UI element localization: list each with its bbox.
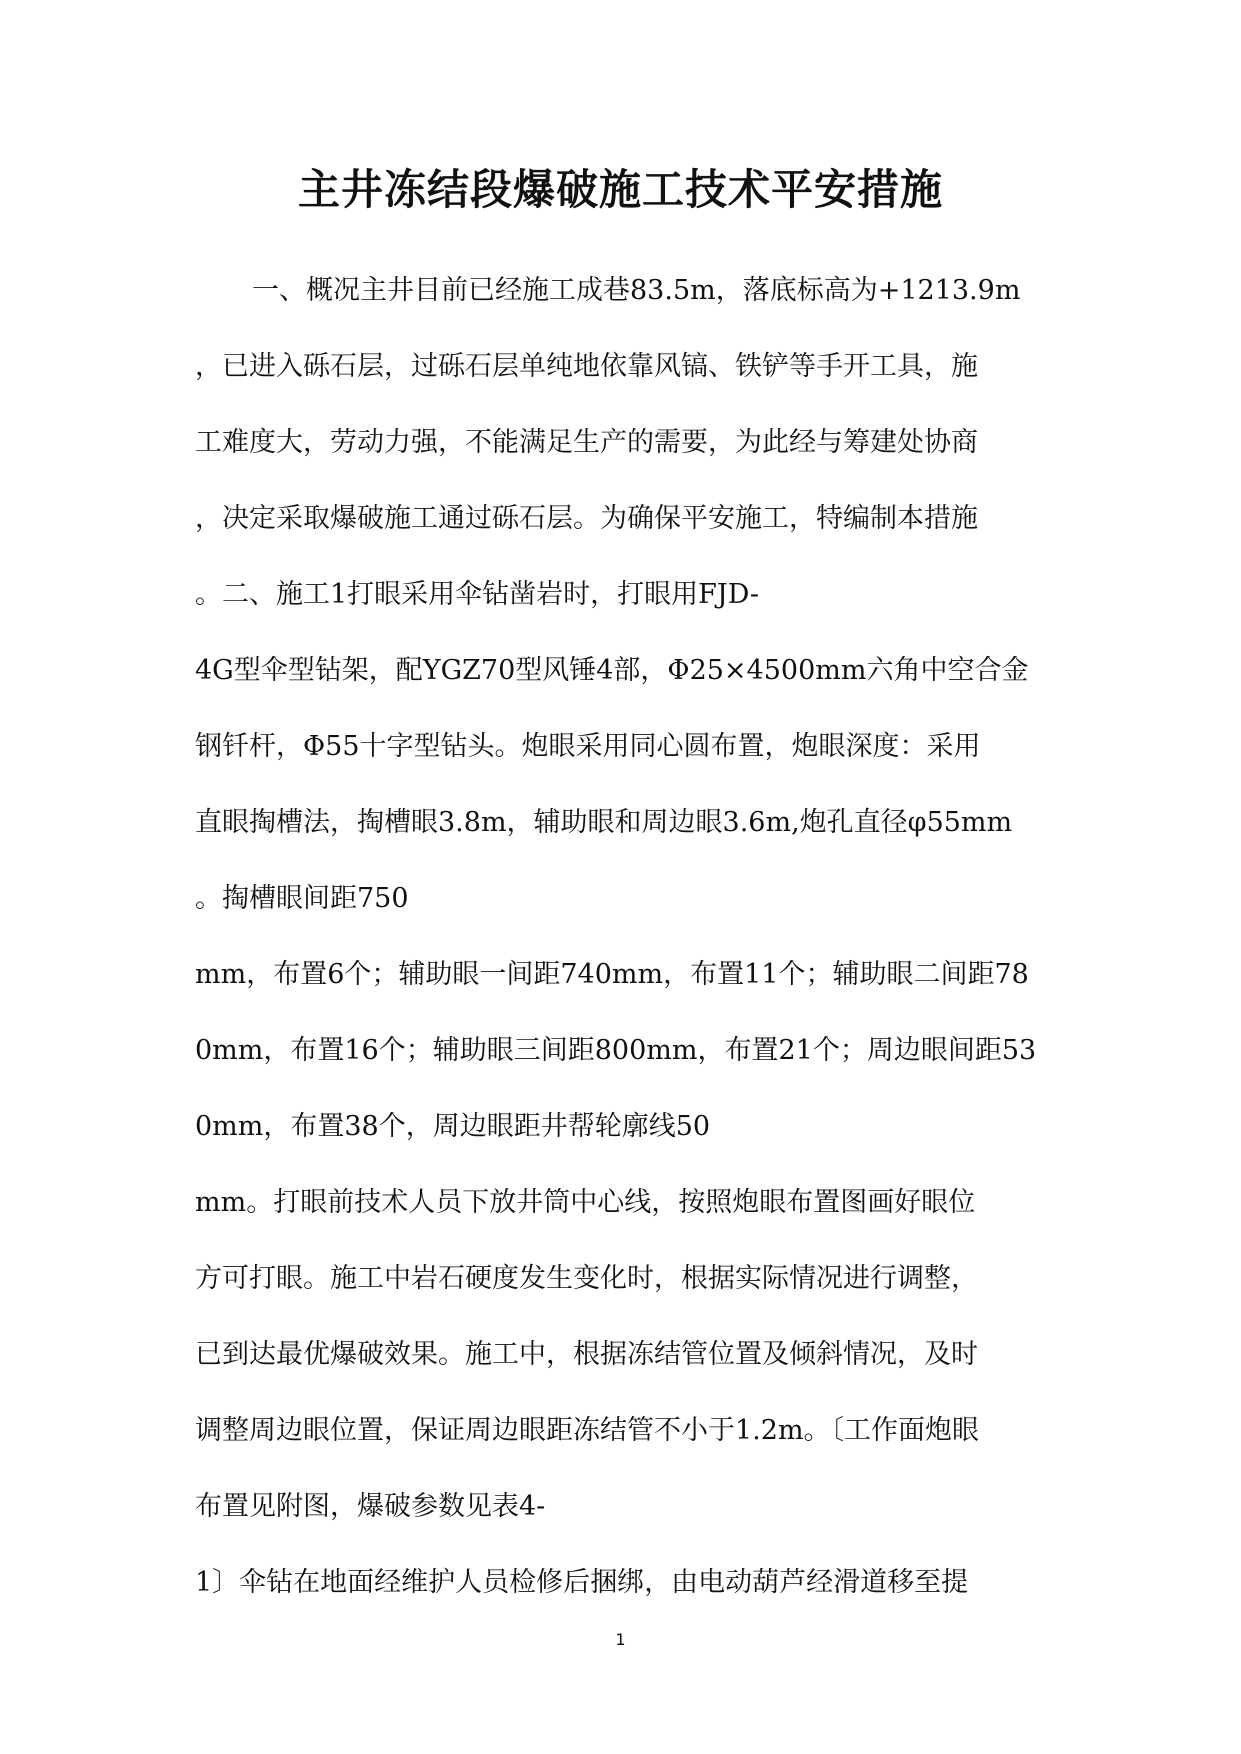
text-line: 直眼掏槽法，掏槽眼3.8m，辅助眼和周边眼3.6m,炮孔直径φ55mm — [195, 807, 1013, 838]
text-line: mm，布置6个；辅助眼一间距740mm，布置11个；辅助眼二间距78 — [195, 959, 1029, 990]
text-line: 方可打眼。施工中岩石硬度发生变化时，根据实际情况进行调整， — [195, 1263, 978, 1294]
text-line: mm。打眼前技术人员下放井筒中心线，按照炮眼布置图画好眼位 — [195, 1187, 976, 1218]
text-line: 一、概况主井目前已经施工成巷83.5m，落底标高为+1213.9m — [252, 275, 1021, 306]
text-line: 4G型伞型钻架，配YGZ70型风锤4部，Φ25×4500mm六角中空合金 — [195, 655, 1029, 686]
text-line: 已到达最优爆破效果。施工中，根据冻结管位置及倾斜情况，及时 — [195, 1339, 978, 1370]
text-line: 钢钎杆，Φ55十字型钻头。炮眼采用同心圆布置，炮眼深度：采用 — [195, 731, 981, 762]
text-line: 0mm，布置38个，周边眼距井帮轮廓线50 — [195, 1111, 711, 1142]
text-line: 布置见附图，爆破参数见表4- — [195, 1491, 546, 1522]
text-line: ，决定采取爆破施工通过砾石层。为确保平安施工，特编制本措施 — [195, 503, 978, 534]
text-line: 工难度大，劳动力强，不能满足生产的需要，为此经与筹建处协商 — [195, 427, 978, 458]
text-line: ，已进入砾石层，过砾石层单纯地依靠风镐、铁铲等手开工具，施 — [195, 351, 978, 382]
text-line: 调整周边眼位置，保证周边眼距冻结管不小于1.2m。〔工作面炮眼 — [195, 1415, 980, 1446]
text-line: 。掏槽眼间距750 — [195, 883, 409, 914]
page-number: 1 — [615, 1630, 626, 1649]
body-text — [195, 261, 1075, 1629]
text-line: 0mm，布置16个；辅助眼三间距800mm，布置21个；周边眼间距53 — [195, 1035, 1037, 1066]
text-line: 1〕伞钻在地面经维护人员检修后捆绑，由电动葫芦经滑道移至提 — [195, 1567, 969, 1598]
text-line: 。二、施工1打眼采用伞钻凿岩时，打眼用FJD- — [195, 579, 760, 610]
document-title: 主井冻结段爆破施工技术平安措施 — [297, 165, 943, 214]
